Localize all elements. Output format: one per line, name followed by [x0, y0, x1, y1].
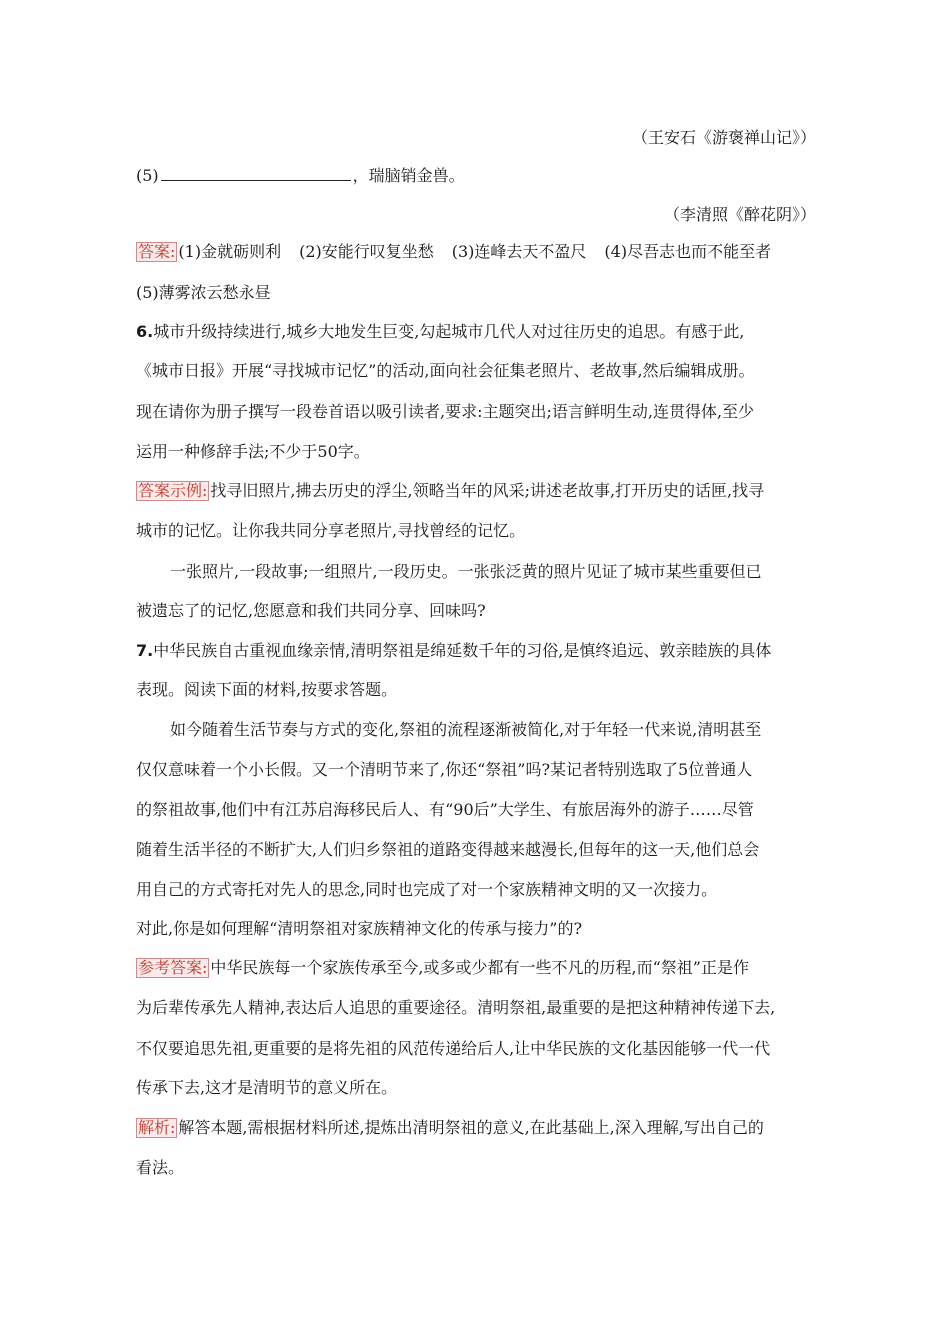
question-number: 7. — [136, 641, 154, 660]
answer-line — [136, 481, 816, 501]
fill-blank-item-5 — [136, 166, 816, 186]
question-6-line — [136, 322, 816, 342]
question-7-line: 表现。阅读下面的材料,按要求答题。 — [136, 680, 398, 699]
answer-text: 中华民族每一个家族传承至今,或多或少都有一些不凡的历程,而“祭祖”正是作 — [210, 958, 749, 977]
answer-part: (4)尽吾志也而不能至者 — [604, 242, 772, 261]
answer-part: (3)连峰去天不盈尺 — [451, 242, 587, 261]
answer-text: 找寻旧照片,拂去历史的浮尘,领略当年的风采;讲述老故事,打开历史的话匣,找寻 — [210, 481, 765, 500]
material-line: 如今随着生活节奏与方式的变化,祭祖的流程逐渐被简化,对于年轻一代来说,清明甚至 — [170, 720, 762, 739]
material-line: 的祭祖故事,他们中有江苏启海移民后人、有“90后”大学生、有旅居海外的游子……尽管 — [136, 800, 754, 819]
answer-line: 传承下去,这才是清明节的意义所在。 — [136, 1078, 398, 1097]
analysis-line: 看法。 — [136, 1158, 185, 1177]
item-number: (5) — [136, 166, 159, 185]
question-prompt: 对此,你是如何理解“清明祭祖对家族精神文化的传承与接力”的? — [136, 919, 583, 938]
answer-tag: 答案: — [138, 242, 176, 261]
answer-line: 城市的记忆。让你我共同分享老照片,寻找曾经的记忆。 — [136, 521, 526, 540]
question-6-line: 《城市日报》开展“寻找城市记忆”的活动,面向社会征集老照片、老故事,然后编辑成册。 — [136, 361, 755, 380]
question-text: 中华民族自古重视血缘亲情,清明祭祖是绵延数千年的习俗,是慎终追远、敦亲睦族的具体 — [153, 641, 772, 660]
blank-line — [161, 166, 351, 181]
answer-part: (2)安能行叹复坐愁 — [299, 242, 434, 261]
answer-line: 不仅要追思先祖,更重要的是将先祖的风范传递给后人,让中华民族的文化基因能够一代一代 — [136, 1039, 771, 1058]
answer-line: (5)薄雾浓云愁永昼 — [136, 283, 271, 302]
question-6-line: 现在请你为册子撰写一段卷首语以吸引读者,要求:主题突出;语言鲜明生动,连贯得体,至少 — [136, 402, 755, 421]
item-text: ，瑞脑销金兽。 — [352, 166, 465, 185]
answer-line — [136, 242, 816, 262]
source-citation-4: （王安石《游褒禅山记》） — [631, 128, 816, 147]
question-7-line — [136, 641, 816, 661]
answer-line — [136, 958, 816, 978]
analysis-line — [136, 1118, 816, 1138]
answer-example-tag: 答案示例: — [138, 481, 208, 500]
question-text: 城市升级持续进行,城乡大地发生巨变,勾起城市几代人对过往历史的追思。有感于此, — [153, 322, 745, 341]
analysis-text: 解答本题,需根据材料所述,提炼出清明祭祖的意义,在此基础上,深入理解,写出自己的 — [178, 1118, 764, 1137]
question-number: 6. — [136, 322, 154, 341]
answer-line: 一张照片,一段故事;一组照片,一段历史。一张张泛黄的照片见证了城市某些重要但已 — [170, 562, 762, 581]
answer-part: (1)金就砺则利 — [178, 242, 282, 261]
reference-answer-tag: 参考答案: — [138, 958, 208, 977]
material-line: 用自己的方式寄托对先人的思念,同时也完成了对一个家族精神文明的又一次接力。 — [136, 880, 718, 899]
source-citation-5: （李清照《醉花阴》） — [663, 205, 816, 224]
question-6-line: 运用一种修辞手法;不少于50字。 — [136, 442, 370, 461]
answer-line: 为后辈传承先人精神,表达后人追思的重要途径。清明祭祖,最重要的是把这种精神传递下去, — [136, 998, 776, 1017]
material-line: 随着生活半径的不断扩大,人们归乡祭祖的道路变得越来越漫长,但每年的这一天,他们总会 — [136, 840, 760, 859]
analysis-tag: 解析: — [138, 1118, 176, 1137]
answer-line: 被遗忘了的记忆,您愿意和我们共同分享、回味吗? — [136, 601, 486, 620]
material-line: 仅仅意味着一个小长假。又一个清明节来了,你还“祭祖”吗?某记者特别选取了5位普通人 — [136, 760, 753, 779]
